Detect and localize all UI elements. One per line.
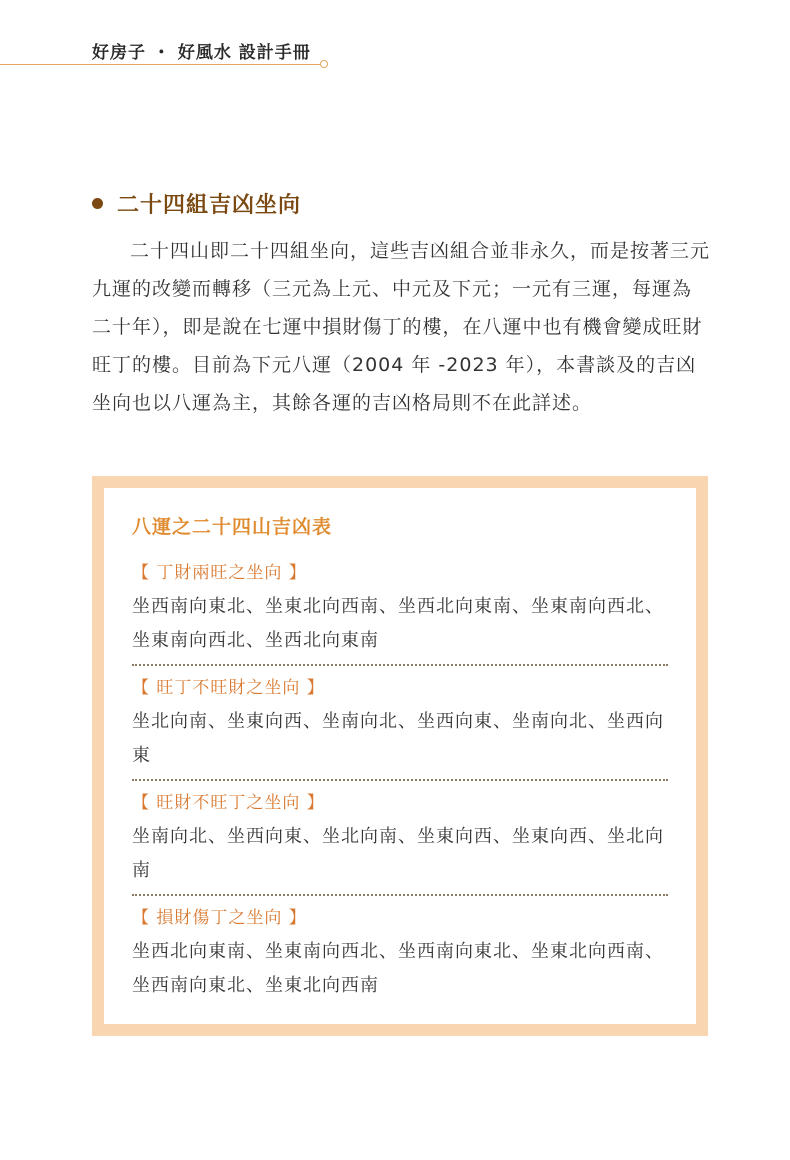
section-heading xyxy=(92,186,301,220)
bullet-icon xyxy=(92,198,103,209)
header-ornament-icon xyxy=(320,60,328,68)
table-group xyxy=(132,560,668,666)
group-label: 【 旺財不旺丁之坐向 】 xyxy=(132,793,325,813)
group-label: 【 丁財兩旺之坐向 】 xyxy=(132,563,307,583)
fortune-table-box xyxy=(92,476,708,1036)
table-group xyxy=(132,675,668,781)
intro-paragraph: 二十四山即二十四組坐向，這些吉凶組合並非永久，而是按著三元九運的改變而轉移（三元為上元、中元及下元；一元有三運，每運為二十年），即是說在七運中損財傷丁的樓，在八運中也有機會變成旺財旺丁的樓。目前為下元八運（2004 年 -2023 年），本書談及的吉凶坐向也以八運為主，其餘各運的吉凶格局則不在此詳述。 xyxy=(92,240,711,414)
group-directions: 坐北向南、坐東向西、坐南向北、坐西向東、坐南向北、坐西向東 xyxy=(132,711,664,766)
header-rule xyxy=(0,64,322,65)
section-title: 二十四組吉凶坐向 xyxy=(117,192,302,218)
group-directions: 坐西南向東北、坐東北向西南、坐西北向東南、坐東南向西北、坐東南向西北、坐西北向東南 xyxy=(132,596,664,651)
group-directions: 坐西北向東南、坐東南向西北、坐西南向東北、坐東北向西南、坐西南向東北、坐東北向西南 xyxy=(132,941,664,996)
table-title: 八運之二十四山吉凶表 xyxy=(132,516,333,538)
table-group xyxy=(132,790,668,896)
table-group xyxy=(132,905,668,1009)
group-label: 【 旺丁不旺財之坐向 】 xyxy=(132,678,325,698)
running-header: 好房子 ・ 好風水 設計手冊 xyxy=(92,43,311,63)
group-directions: 坐南向北、坐西向東、坐北向南、坐東向西、坐東向西、坐北向南 xyxy=(132,826,664,881)
group-label: 【 損財傷丁之坐向 】 xyxy=(132,908,307,928)
